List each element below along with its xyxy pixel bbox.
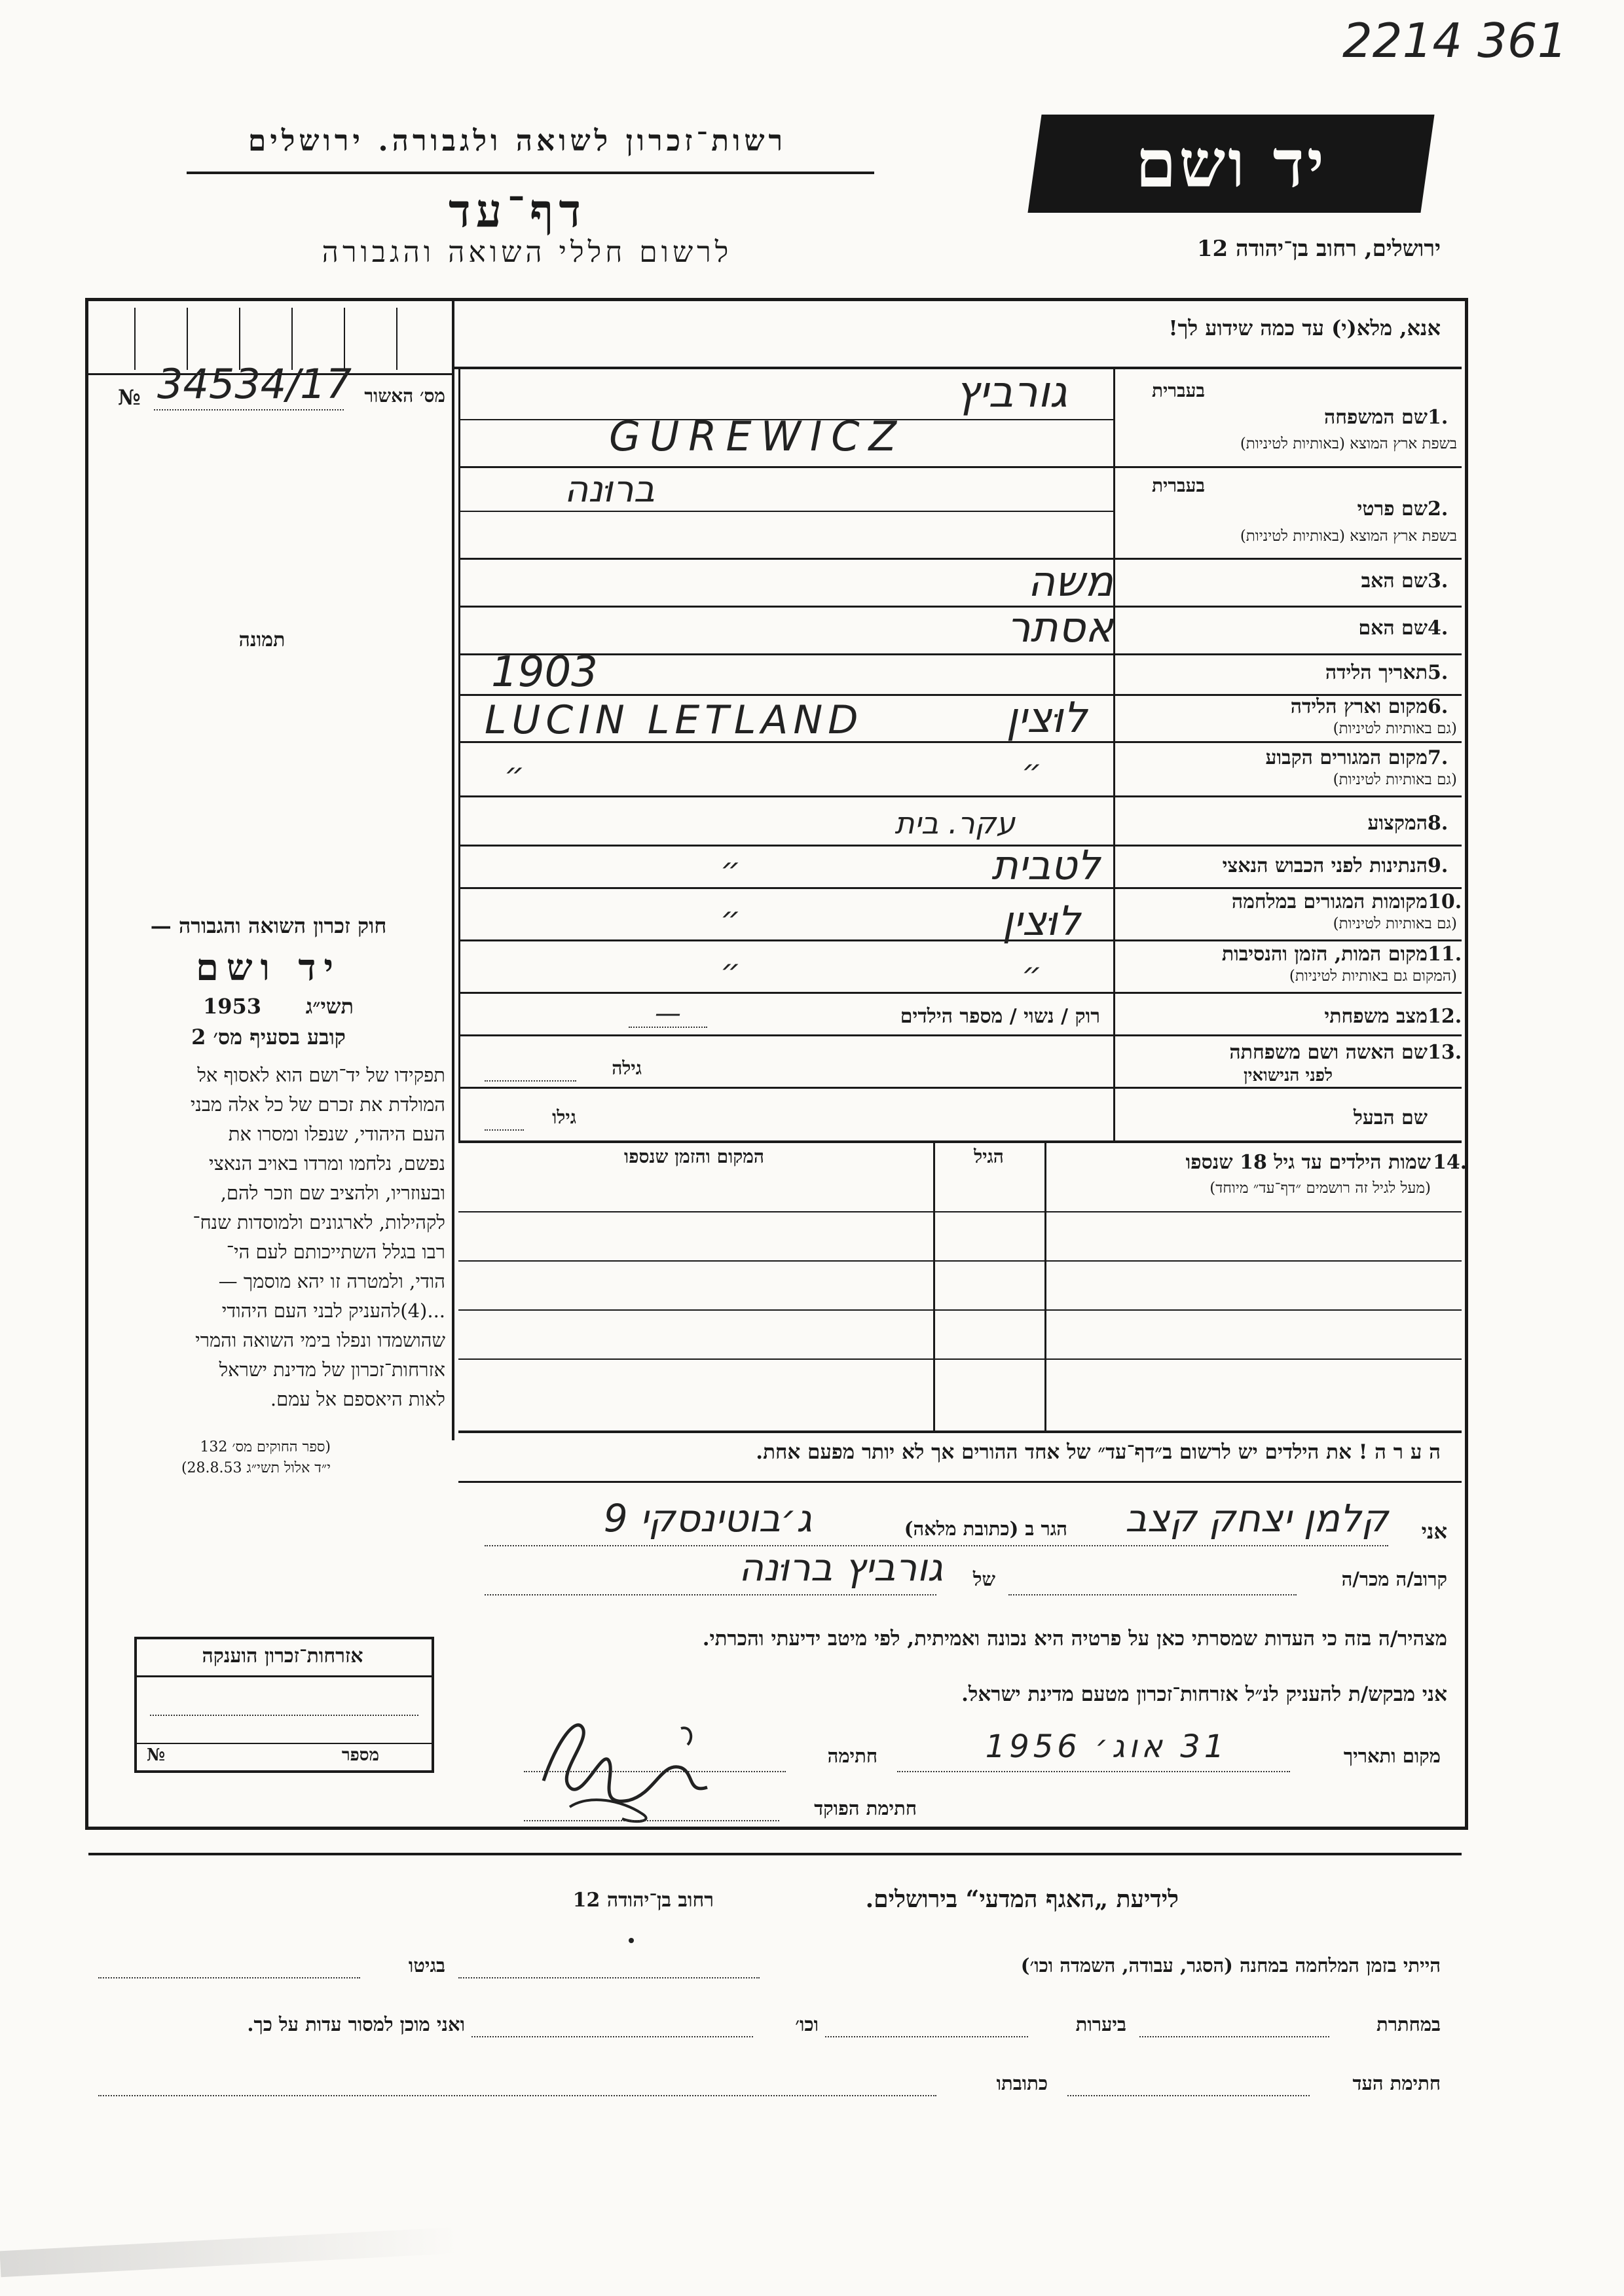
archive-reference: 2214 361	[1342, 13, 1568, 68]
info-line2-dots-c	[471, 2036, 753, 2037]
page-subtitle: לרשום חללי השואה והגבורה	[322, 236, 733, 269]
children-col-age: הגיל	[974, 1146, 1004, 1167]
field-12-label	[1120, 1005, 1428, 1028]
field-6-value-latin: LUCIN LETLAND	[485, 697, 864, 743]
children-row-line	[458, 1309, 1462, 1311]
marital-children-count: —	[655, 998, 681, 1029]
law-title: חוק זכרון השואה והגבורה —	[150, 913, 387, 938]
registration-label: מס׳ האשור	[364, 385, 445, 407]
husband-label-wrap	[1120, 1106, 1428, 1129]
info-address: רחוב בן־יהודה 12	[572, 1889, 714, 1912]
field-10-name: מקומות המגורים במלחמה	[1231, 890, 1428, 913]
info-line1-ghetto: בגיטו	[408, 1954, 445, 1977]
law-body-line: אזרחות־זכרון של מדינת ישראל	[219, 1358, 445, 1381]
yad-vashem-logo	[1027, 115, 1434, 213]
field-5-number: 5.	[1428, 661, 1449, 684]
field-1-value-hebrew: גורביץ	[955, 367, 1067, 417]
field-10-label	[1120, 890, 1428, 913]
citizenship-box	[134, 1637, 434, 1773]
field-6-number: 6.	[1428, 695, 1449, 718]
citizenship-request: אני מבקש/ת להעניק לנ״ל אזרחות־זכרון מטעם מדינת ישראל.	[961, 1683, 1447, 1706]
field-9-number: 9.	[1428, 854, 1449, 877]
field-3-name: שם האב	[1361, 570, 1428, 592]
registration-number-symbol: №	[118, 385, 141, 410]
field-8-label	[1120, 812, 1428, 835]
children-row-line	[458, 1358, 1462, 1360]
law-body-line: לאות היאספם אל עמם.	[270, 1388, 445, 1410]
remark-bottom-line	[458, 1481, 1462, 1483]
left-column-divider	[452, 301, 454, 1440]
info-line3-dots-b	[98, 2095, 936, 2096]
place-date-line	[897, 1771, 1290, 1772]
field-13-number: 13.	[1428, 1041, 1462, 1064]
field-11-number: 11.	[1428, 943, 1462, 966]
officer-signature-line	[524, 1820, 779, 1821]
marital-count-line	[629, 1027, 707, 1028]
law-body-line: שהושמדו ונפלו בימי השואה והמרי	[195, 1329, 445, 1351]
field-6-name: מקום וארץ הלידה	[1290, 695, 1428, 718]
field-4-number: 4.	[1428, 617, 1449, 640]
page-title: דף־עד	[448, 183, 586, 238]
field-10-value: לוּצין	[1002, 897, 1080, 945]
remark-note: ה ע ר ה ! את הילדים יש לרשום ב״דף־עד״ של אחד ההורים אך לא יותר מפעם אחת.	[756, 1440, 1441, 1464]
organization-name: רשות־זכרון לשואה ולגבורה. ירושלים	[248, 124, 787, 158]
registration-number-value: 34534/17	[157, 360, 352, 408]
witness-name: קלמן יצחק קצב	[1125, 1496, 1388, 1540]
info-line1-dots-a	[458, 1977, 760, 1978]
info-line2-forests: ביערות	[1075, 2013, 1126, 2035]
law-body-line: המולדת את זכרם של כל אלה מבני	[190, 1093, 445, 1116]
scan-artifact	[0, 2227, 459, 2278]
field-1-hebrew-label: בעברית	[1151, 380, 1205, 401]
citizenship-number-label: מספר	[341, 1745, 379, 1765]
registration-number-line	[154, 409, 344, 410]
field-7-sublabel: (גם באותיות לטיניות)	[1333, 771, 1457, 788]
info-line2-dots-a	[1139, 2036, 1329, 2037]
law-body-line: לקהילות, לארגונים ולמוסדות שנח־	[193, 1211, 445, 1233]
husband-age-label: גילו	[552, 1106, 576, 1128]
field-2-sublabel: בשפת ארץ המוצא (באותיות לטיניות)	[1240, 528, 1457, 545]
place-date-value: 31 אוג׳ 1956	[985, 1728, 1228, 1765]
info-line3-witness-signature: חתימת העד	[1352, 2072, 1441, 2094]
field-8-value: עקר. בית	[895, 805, 1015, 841]
row-line	[458, 511, 1113, 512]
field-2-value-hebrew: ברוּנה	[564, 468, 655, 511]
declaration-line-2b	[1008, 1594, 1297, 1595]
children-number: 14.	[1433, 1151, 1467, 1174]
field-1-number: 1.	[1428, 406, 1449, 429]
law-body-line: ובעוזריו, ולהציב שם וזכר להם,	[220, 1182, 445, 1204]
info-line3-address: כתובתו	[996, 2072, 1048, 2094]
resident-label: הגר ב (כתובת מלאה)	[904, 1518, 1067, 1540]
header-underline	[187, 172, 874, 174]
children-col-divider	[933, 1142, 935, 1430]
info-line2-etc: וכו׳	[795, 2013, 819, 2035]
citizenship-box-title: אזרחות־זכרון הוענקה	[202, 1645, 363, 1667]
children-row-line	[458, 1260, 1462, 1262]
field-5-label	[1120, 661, 1428, 684]
intro-instruction: אנא, מלא(י) עד כמה שידוע לך!	[1168, 316, 1441, 340]
officer-signature-label: חתימת הפוקד	[814, 1797, 917, 1819]
husband-age-line	[485, 1129, 524, 1131]
field-1-sublabel: בשפת ארץ המוצא (באותיות לטיניות)	[1240, 435, 1457, 452]
info-line1-camp: הייתי בזמן המלחמה במחנה (הסגר, עבודה, השמדה וכו׳)	[1020, 1954, 1441, 1977]
wife-age-label: גילה	[612, 1057, 642, 1079]
header-address: ירושלים, רחוב בן־יהודה 12	[1196, 236, 1441, 262]
children-note: (מעל לגיל זה רושמים ״דף־עד״ מיוחד)	[1209, 1180, 1431, 1197]
field-9-value: לטבית	[991, 841, 1100, 889]
row-line	[458, 1034, 1462, 1036]
field-7-value-hebrew: ״	[1022, 753, 1042, 790]
law-body	[95, 1061, 445, 1414]
field-4-name: שם האם	[1358, 617, 1428, 640]
field-5-name: תאריך הלידה	[1325, 661, 1428, 684]
dot-mark	[629, 1938, 634, 1943]
photo-label: תמונה	[238, 629, 286, 651]
field-11-label	[1120, 943, 1428, 966]
value-left-border	[458, 368, 460, 1140]
field-13-label	[1120, 1041, 1428, 1064]
children-bottom-line	[458, 1430, 1462, 1433]
field-7-number: 7.	[1428, 746, 1449, 769]
field-12-name: מצב משפחתי	[1324, 1005, 1428, 1028]
children-title: שמות הילדים עד גיל 18 שנספו	[1185, 1151, 1431, 1174]
declaration-ani: אני	[1421, 1519, 1447, 1544]
field-7-value-latin: ״	[504, 756, 525, 793]
field-2-name: שם פרטי	[1357, 498, 1428, 520]
citizenship-number-symbol: №	[147, 1745, 166, 1765]
field-7-name: מקום המגורים הקבוע	[1265, 746, 1428, 769]
field-2-hebrew-label: בעברית	[1151, 475, 1205, 496]
declaration-line-2	[485, 1594, 936, 1595]
law-body-line: ...(4)להעניק לבני העם היהודי	[221, 1300, 445, 1322]
law-body-line: רבו בגלל השתייכותם לעם הי־	[226, 1241, 445, 1263]
field-1-name: שם המשפחה	[1323, 406, 1428, 429]
logo-text: יד ושם	[1135, 125, 1327, 202]
field-3-number: 3.	[1428, 570, 1449, 592]
law-body-line: הודי, ולמטרה זו יהא מוסמך —	[218, 1270, 445, 1292]
field-5-value: 1903	[491, 648, 598, 697]
signature-scribble	[530, 1702, 727, 1827]
field-11-name: מקום המות, הזמן והנסיבות	[1221, 943, 1428, 966]
field-11-value-ditto: ״	[720, 953, 741, 989]
field-2-number: 2.	[1428, 498, 1449, 520]
field-3-value: משה	[1027, 558, 1113, 606]
row-line	[458, 1140, 1462, 1143]
law-body-line: נפשם, נלחמו ומרדו באויב הנאצי	[208, 1152, 445, 1175]
field-1-label	[1120, 406, 1428, 429]
row-line	[458, 992, 1462, 994]
info-line2-testimony: ואני מוכן למסור עדות על כך.	[247, 2013, 465, 2035]
field-11-sublabel: (המקום גם באותיות לטיניות)	[1289, 968, 1457, 985]
field-1-value-latin: GUREWICZ	[609, 412, 906, 460]
field-7-label	[1120, 746, 1428, 769]
law-body-line: תפקידו של יד־ושם הוא לאסוף אל	[197, 1064, 445, 1086]
relative-label: קרוב/ה מכר/ה	[1341, 1568, 1447, 1590]
field-9-value-ditto: ״	[720, 851, 741, 888]
info-title: לידיעת „האגף המדעי“ בירושלים.	[865, 1886, 1179, 1913]
info-line2-underground: במחתרת	[1376, 2013, 1441, 2035]
children-col-divider	[1044, 1142, 1046, 1430]
field-3-label	[1120, 570, 1428, 592]
law-footnote-line: י״ד אלול תשי״ג 28.8.53)	[181, 1460, 331, 1476]
law-year: 1953	[203, 994, 262, 1019]
info-line2-dots-b	[825, 2036, 1028, 2037]
field-6-sublabel: (גם באותיות לטיניות)	[1333, 720, 1457, 737]
field-10-number: 10.	[1428, 890, 1462, 913]
law-clause: קובע בסעיף מס׳ 2	[191, 1025, 346, 1049]
field-9-name: הנתינות לפני הכבוש הנאצי	[1222, 854, 1428, 877]
field-9-label	[1120, 854, 1428, 877]
witness-address: ג׳בוטינסקי 9	[603, 1496, 812, 1540]
field-6-label	[1120, 695, 1428, 718]
of-label: של	[972, 1568, 995, 1590]
law-footnote-line: (ספר החוקים מס׳ 132	[200, 1439, 331, 1455]
label-column-divider	[1113, 368, 1115, 1140]
field-8-name: המקצוע	[1367, 812, 1428, 835]
wife-age-line	[485, 1080, 576, 1082]
field-11-value-ditto-2: ״	[1022, 956, 1042, 993]
field-4-label	[1120, 617, 1428, 640]
row-line	[458, 795, 1462, 797]
row-line	[458, 1087, 1462, 1089]
law-name: יד ושם	[195, 946, 342, 989]
row-line	[458, 653, 1462, 655]
field-4-value: אסתר	[1006, 604, 1113, 652]
children-col-place: המקום והזמן שנספו	[624, 1146, 764, 1167]
deceased-name-repeat: גורביץ ברוּנה	[739, 1545, 943, 1590]
info-top-border	[88, 1853, 1462, 1855]
place-date-label: מקום ותאריך	[1343, 1745, 1441, 1767]
field-10-value-ditto: ״	[720, 900, 741, 937]
info-line3-dots-a	[1067, 2095, 1310, 2096]
husband-label: שם הבעל	[1353, 1106, 1428, 1129]
signature-label: חתימה	[827, 1745, 877, 1767]
info-line1-dots-b	[98, 1977, 360, 1978]
field-8-number: 8.	[1428, 812, 1449, 835]
declaration-statement: מצהיר/ה בזה כי העדות שמסרתי כאן על פרטיה היא נכונה ואמיתית, לפי מיטב ידיעתי והכרתי.	[702, 1627, 1447, 1650]
field-13-sublabel: לפני הנישואין	[1243, 1066, 1333, 1085]
field-6-value-hebrew: לוּצין	[1006, 694, 1087, 742]
field-13-name: שם האשה ושם משפחתה	[1229, 1041, 1428, 1064]
field-12-number: 12.	[1428, 1005, 1462, 1028]
field-10-sublabel: (גם באותיות לטיניות)	[1333, 915, 1457, 932]
law-body-line: העם היהודי, שנפלו ומסרו את	[228, 1123, 445, 1145]
children-row-line	[458, 1211, 1462, 1212]
field-2-label	[1120, 498, 1428, 520]
law-footnote	[95, 1437, 331, 1479]
marital-options: רוק / נשוי / מספר הילדים	[900, 1005, 1100, 1028]
law-year-hebrew: תשי״ג	[305, 994, 354, 1019]
